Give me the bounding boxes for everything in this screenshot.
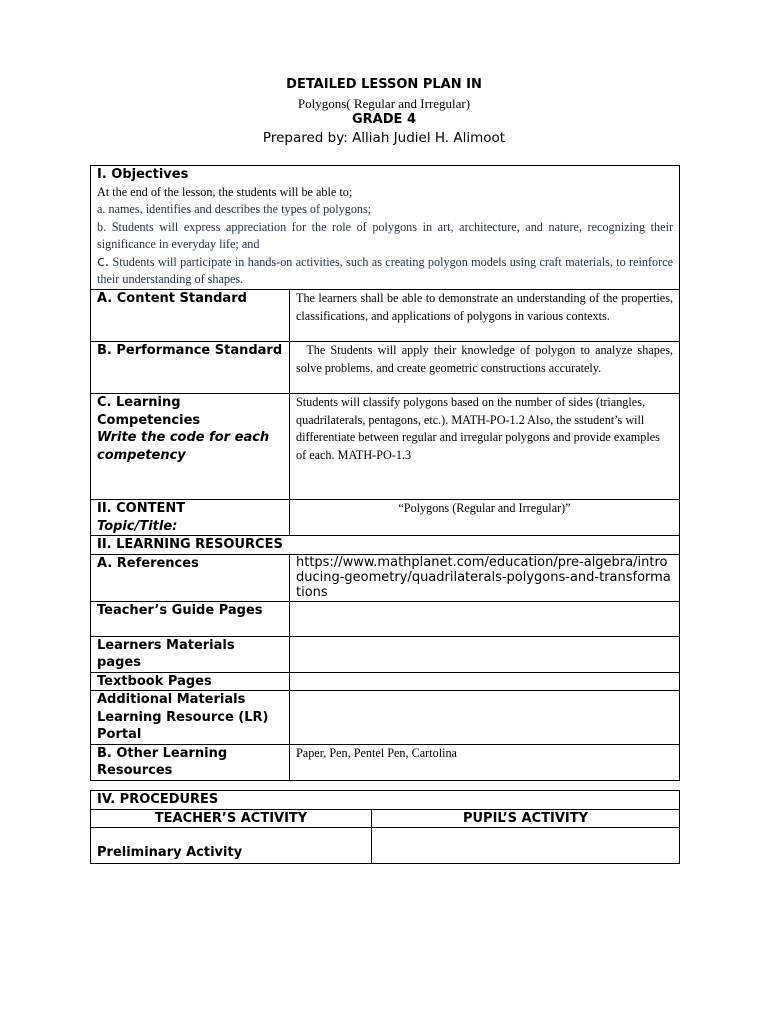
teachers-guide-row xyxy=(91,601,680,636)
content-standard-text: The learners shall be able to demonstrate an understanding of the properties, classifications, and applications of polygons in various contexts. xyxy=(290,290,680,342)
learning-competencies-row xyxy=(91,394,680,500)
prepared-by: Prepared by: Alliah Judiel H. Alimoot xyxy=(262,130,506,146)
additional-materials-label-cell xyxy=(91,691,290,745)
document-title: DETAILED LESSON PLAN IN xyxy=(286,77,482,92)
other-resources-label-cell xyxy=(91,744,290,780)
learning-competencies-text: Students will classify polygons based on the number of sides (triangles, quadrilaterals, pentagons, etc.). MATH-PO-1.2 Also, the sstudent’s will differentiate between regular and irregular polygons and provide examples of each. MATH-PO-1.3 xyxy=(290,394,680,500)
procedures-columns-row xyxy=(91,809,680,828)
performance-standard-text: The Students will apply their knowledge of polygon to analyze shapes, solve problems, and create geometric constructions accurately. xyxy=(290,342,680,394)
teachers-guide-label: Teacher’s Guide Pages xyxy=(97,602,263,618)
procedures-heading: IV. PROCEDURES xyxy=(91,791,680,810)
learning-competencies-note: Write the code for each competency xyxy=(97,430,270,463)
content-topic-text: “Polygons (Regular and Irregular)” xyxy=(290,500,680,536)
grade-label: GRADE 4 xyxy=(352,112,416,127)
objective-c-text: Students will participate in hands-on activities, such as creating polygon models using craft materials, to reinforce their understanding of shapes. xyxy=(97,254,674,286)
textbook-label-cell xyxy=(91,672,290,691)
references-row xyxy=(91,554,680,601)
learning-competencies-label-cell xyxy=(91,394,290,500)
references-label-cell xyxy=(91,554,290,601)
learning-competencies-label: C. Learning Competencies xyxy=(97,395,201,428)
additional-materials-row xyxy=(91,691,680,745)
performance-standard-row xyxy=(91,342,680,394)
other-resources-row xyxy=(91,744,680,780)
teachers-guide-value xyxy=(290,601,680,636)
procedures-heading-row xyxy=(91,791,680,810)
additional-materials-label: Additional Materials Learning Resource (LR) Portal xyxy=(97,692,269,742)
content-standard-label-cell xyxy=(91,290,290,342)
textbook-row xyxy=(91,672,680,691)
content-label-cell xyxy=(91,500,290,536)
preliminary-activity-row xyxy=(91,828,680,864)
references-link[interactable]: https://www.mathplanet.com/education/pre-algebra/introducing-geometry/quadrilaterals-polygons-and-transformations xyxy=(296,554,671,600)
procedures-table xyxy=(90,790,680,864)
learners-materials-label-cell xyxy=(91,636,290,672)
objectives-intro: At the end of the lesson, the students will be able to; xyxy=(97,184,353,199)
pupil-activity-header: PUPIL’S ACTIVITY xyxy=(372,809,680,828)
objective-c-letter: c. xyxy=(97,253,110,270)
objective-c xyxy=(97,254,673,289)
additional-materials-value xyxy=(290,691,680,745)
preliminary-activity-pupil xyxy=(372,828,680,864)
teacher-activity-header: TEACHER’S ACTIVITY xyxy=(91,809,372,828)
learning-resources-heading: II. LEARNING RESOURCES xyxy=(97,537,283,552)
objective-a: a. names, identifies and describes the types of polygons; xyxy=(97,202,372,216)
performance-standard-label-cell xyxy=(91,342,290,394)
content-standard-row xyxy=(91,290,680,342)
other-resources-value: Paper, Pen, Pentel Pen, Cartolina xyxy=(290,744,680,780)
other-resources-label: B. Other Learning Resources xyxy=(97,745,228,778)
objectives-row xyxy=(91,166,680,290)
content-label: II. CONTENT xyxy=(97,501,186,516)
lesson-plan-table xyxy=(90,165,680,781)
references-cell xyxy=(290,554,680,601)
references-label: A. References xyxy=(97,555,199,571)
learners-materials-value xyxy=(290,636,680,672)
objectives-cell xyxy=(91,166,680,290)
content-topic-label: Topic/Title: xyxy=(97,518,178,534)
content-row xyxy=(91,500,680,536)
preliminary-activity-label: Preliminary Activity xyxy=(91,828,372,864)
learning-resources-row xyxy=(91,536,680,555)
document-subtitle: Polygons( Regular and Irregular) xyxy=(297,96,471,111)
learners-materials-row xyxy=(91,636,680,672)
textbook-label: Textbook Pages xyxy=(97,673,212,689)
performance-standard-label: B. Performance Standard xyxy=(97,343,283,358)
content-standard-label: A. Content Standard xyxy=(97,291,247,306)
teachers-guide-label-cell xyxy=(91,601,290,636)
learners-materials-label: Learners Materials pages xyxy=(97,637,235,670)
objective-b: b. Students will express appreciation for the role of polygons in art, architecture, and nature, recognizing their significance in everyday life; and xyxy=(97,219,674,251)
textbook-value xyxy=(290,672,680,691)
objectives-heading: I. Objectives xyxy=(97,167,189,182)
learning-resources-cell xyxy=(91,536,680,555)
